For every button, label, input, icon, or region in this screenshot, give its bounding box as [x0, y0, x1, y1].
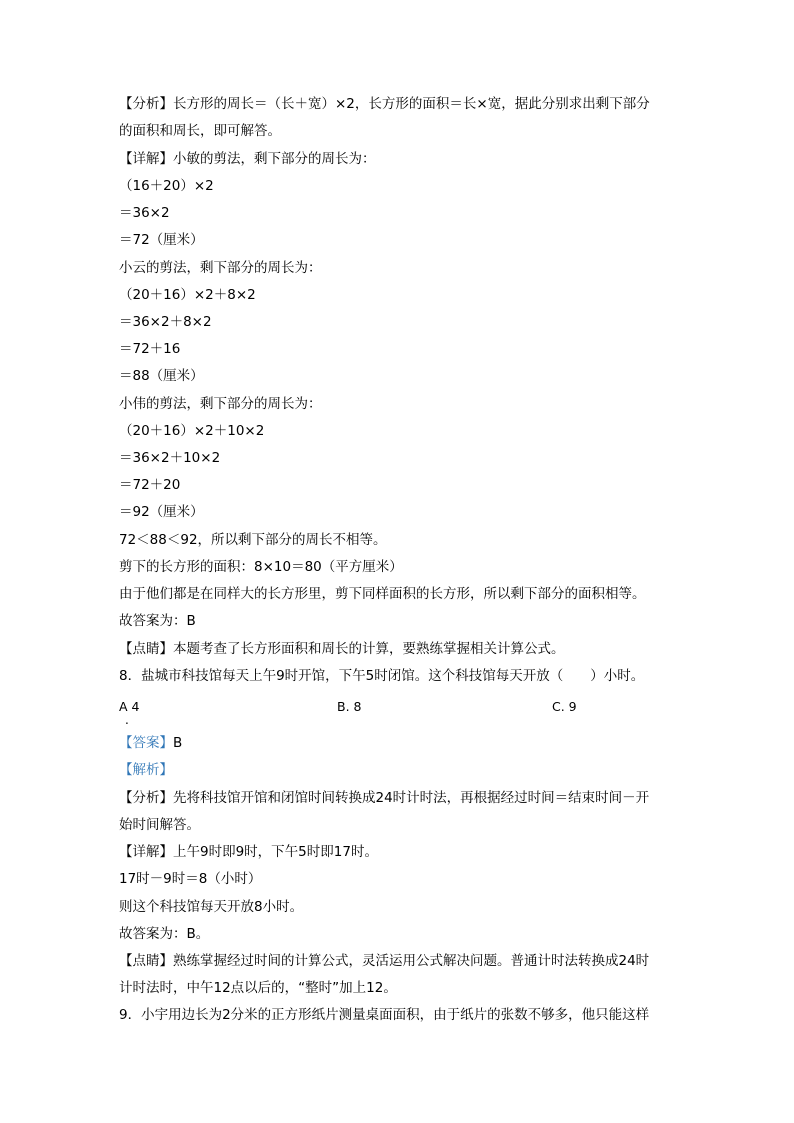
calc-line: 剪下的长方形的面积：8×10＝80（平方厘米） — [119, 559, 403, 575]
calc-line: ＝36×2＋8×2 — [119, 314, 212, 330]
analysis-line: 【分析】长方形的周长＝（长＋宽）×2，长方形的面积＝长×宽，据此分别求出剩下部分 — [119, 96, 650, 112]
answer-tag: 【答案】 — [119, 735, 173, 751]
options-row — [119, 699, 679, 729]
answer-line: 故答案为：B — [119, 613, 196, 629]
calc-line: ＝72（厘米） — [119, 232, 204, 248]
calc-line: ＝36×2＋10×2 — [119, 450, 221, 466]
detail-line: 【详解】小敏的剪法，剩下部分的周长为： — [119, 151, 376, 167]
calc-line: 则这个科技馆每天开放8小时。 — [119, 899, 304, 915]
question-9: 9．小宇用边长为2分米的正方形纸片测量桌面面积，由于纸片的张数不够多，他只能这样 — [119, 1007, 650, 1023]
calc-line: （20＋16）×2＋8×2 — [119, 287, 256, 303]
calc-line: ＝72＋20 — [119, 477, 181, 493]
option-c: C. 9 — [552, 699, 577, 714]
answer-line: 故答案为：B。 — [119, 926, 210, 942]
comment-line: 【点睛】熟练掌握经过时间的计算公式，灵活运用公式解决问题。普通计时法转换成24时 — [119, 953, 650, 969]
calc-line: 小伟的剪法，剩下部分的周长为： — [119, 396, 322, 412]
option-a-dot: . — [125, 713, 129, 727]
calc-line: ＝92（厘米） — [119, 504, 204, 520]
calc-line: （16＋20）×2 — [119, 178, 214, 194]
analysis-continued: 的面积和周长，即可解答。 — [119, 123, 281, 139]
answer-value: B — [173, 735, 183, 751]
option-b: B. 8 — [337, 699, 362, 714]
calc-line: ＝36×2 — [119, 205, 170, 221]
detail-line: 【详解】上午9时即9时，下午5时即17时。 — [119, 844, 378, 860]
option-a: A 4 — [119, 699, 140, 714]
comment-continued: 计时法时，中午12点以后的，“整时”加上12。 — [119, 980, 397, 996]
calc-line: 由于他们都是在同样大的长方形里，剪下同样面积的长方形，所以剩下部分的面积相等。 — [119, 586, 646, 602]
calc-line: （20＋16）×2＋10×2 — [119, 423, 265, 439]
calc-line: 72＜88＜92，所以剩下部分的周长不相等。 — [119, 532, 387, 548]
analysis-continued: 始时间解答。 — [119, 817, 200, 833]
answer-row — [119, 734, 679, 752]
jiexi-tag: 【解析】 — [119, 762, 173, 778]
calc-line: ＝88（厘米） — [119, 368, 204, 384]
comment-line: 【点睛】本题考查了长方形面积和周长的计算，要熟练掌握相关计算公式。 — [119, 641, 565, 657]
calc-line: 17时－9时＝8（小时） — [119, 871, 262, 887]
analysis-line: 【分析】先将科技馆开馆和闭馆时间转换成24时计时法，再根据经过时间＝结束时间－开 — [119, 790, 650, 806]
calc-line: ＝72＋16 — [119, 341, 181, 357]
question-8: 8．盐城市科技馆每天上午9时开馆，下午5时闭馆。这个科技馆每天开放（ ）小时。 — [119, 668, 645, 684]
calc-line: 小云的剪法，剩下部分的周长为： — [119, 260, 322, 276]
